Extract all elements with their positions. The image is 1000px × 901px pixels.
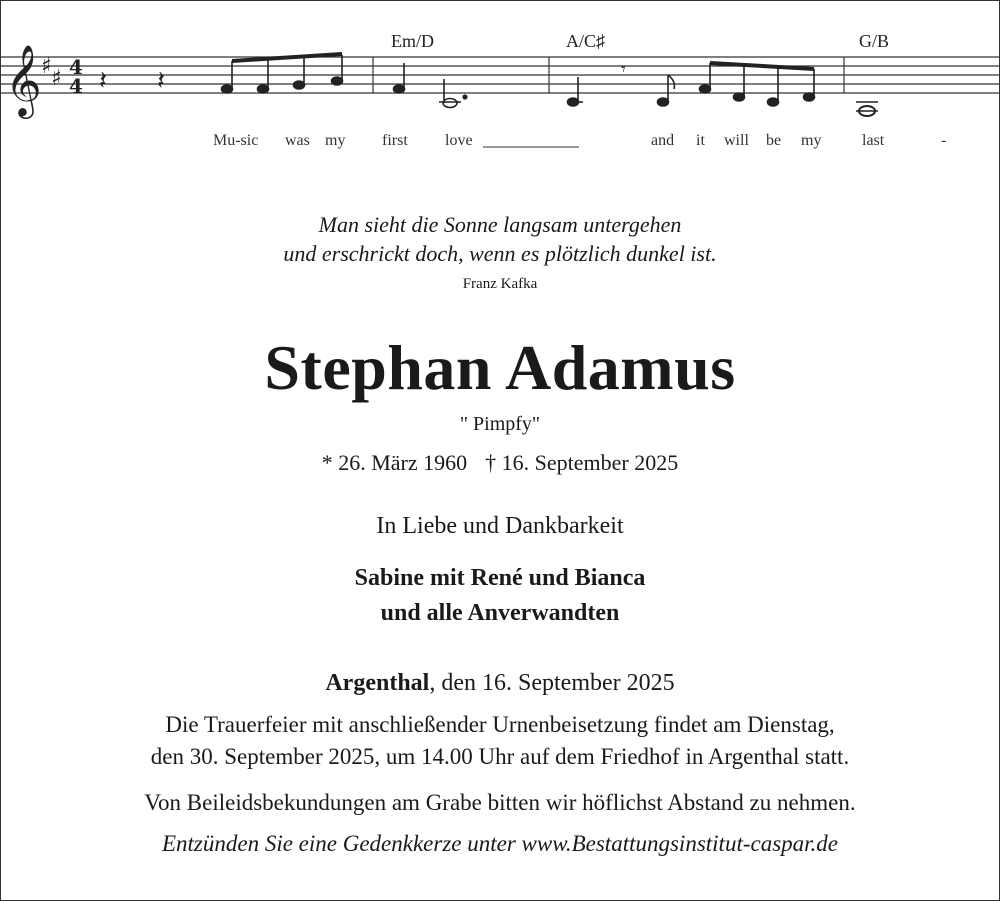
quote-line-1: Man sieht die Sonne langsam untergehen xyxy=(318,212,682,237)
lyric-word: my xyxy=(801,132,822,149)
lyric-word: and xyxy=(651,132,675,149)
music-staff xyxy=(1,1,999,161)
lyric-word: was xyxy=(285,132,310,149)
ceremony-line-1: Die Trauerfeier mit anschließender Urnenbeisetzung findet am Dienstag, xyxy=(165,712,835,737)
svg-text:♯: ♯ xyxy=(41,54,52,79)
place-date xyxy=(1,670,999,697)
life-dates xyxy=(1,450,999,476)
chord-g-b: G/B xyxy=(859,31,890,51)
deceased-nickname: " Pimpfy" xyxy=(459,413,541,435)
lyric-word: last xyxy=(862,132,885,149)
lyric-word: love xyxy=(445,132,473,149)
quote-line-2: und erschrickt doch, wenn es plötzlich dunkel ist. xyxy=(283,241,717,266)
ceremony-line-2: den 30. September 2025, um 14.00 Uhr auf dem Friedhof in Argenthal statt. xyxy=(150,744,850,769)
svg-text:𝄽: 𝄽 xyxy=(99,66,107,96)
mourners-line-2: und alle Anverwandten xyxy=(380,600,620,626)
lyric-word: will xyxy=(724,132,749,149)
chord-a-csharp: A/C♯ xyxy=(566,31,606,51)
lyric-word: it xyxy=(696,132,705,149)
memorial-candle-note: Entzünden Sie eine Gedenkkerze unter www.Bestattungsinstitut-caspar.de xyxy=(161,831,839,856)
svg-text:𝄾: 𝄾 xyxy=(621,59,626,80)
quote-author: Franz Kafka xyxy=(462,276,538,292)
mourners-line-1: Sabine mit René und Bianca xyxy=(354,565,646,591)
deceased-name: Stephan Adamus xyxy=(264,332,736,403)
lyric-word: Mu-sic xyxy=(213,132,259,149)
lyric-word: first xyxy=(382,132,408,149)
mourners-intro: In Liebe und Dankbarkeit xyxy=(376,513,624,539)
svg-text:4: 4 xyxy=(69,74,83,98)
svg-text:𝄽: 𝄽 xyxy=(157,66,165,96)
death-date: † 16. September 2025 xyxy=(485,450,679,475)
lyric-word: my xyxy=(325,132,346,149)
birth-date: * 26. März 1960 xyxy=(321,450,468,475)
svg-text:4: 4 xyxy=(69,55,83,79)
chord-em-d: Em/D xyxy=(391,31,434,51)
lyric-word: - xyxy=(941,132,947,149)
lyric-word: be xyxy=(766,132,782,149)
treble-clef-icon: 𝄞 xyxy=(5,43,42,116)
condolence-note: Von Beileidsbekundungen am Grabe bitten wir höflichst Abstand zu nehmen. xyxy=(144,790,856,815)
date-text: , den 16. September 2025 xyxy=(429,670,675,696)
svg-text:♯: ♯ xyxy=(51,66,62,91)
place-name: Argenthal xyxy=(325,670,430,696)
